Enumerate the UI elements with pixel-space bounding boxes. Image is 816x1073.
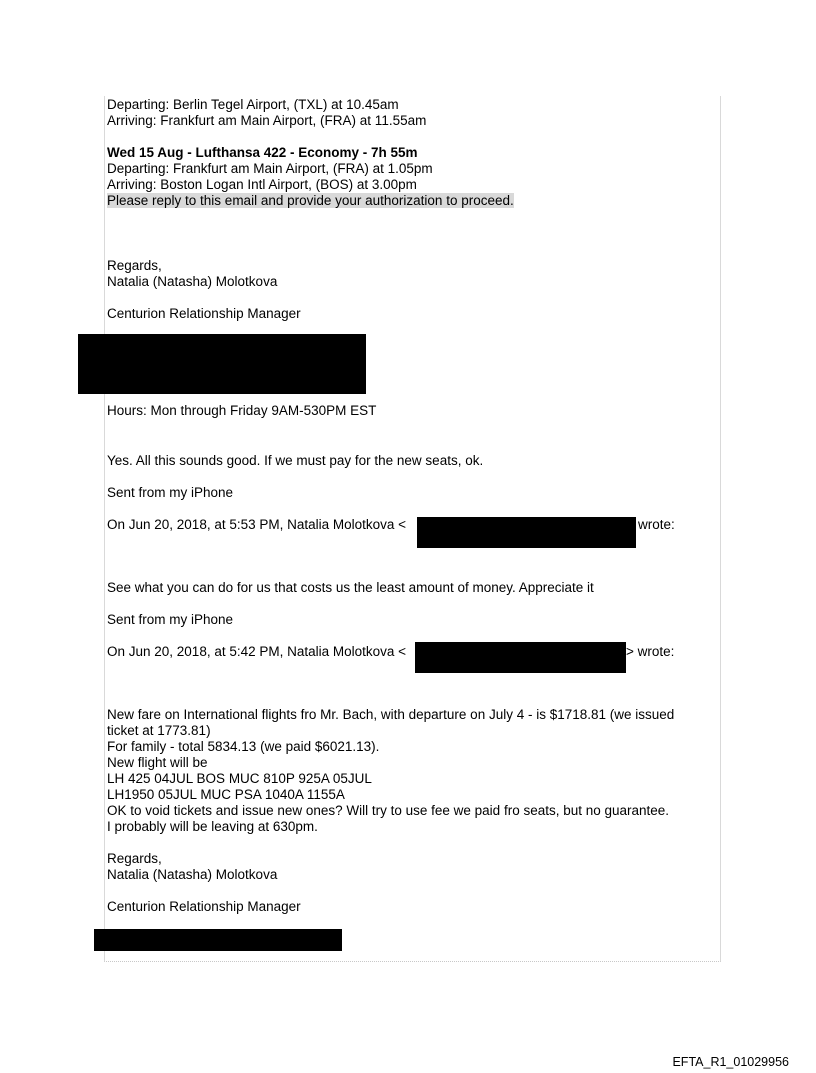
fare-line: OK to void tickets and issue new ones? Will try to use fee we paid fro seats, but no guarantee. (107, 803, 670, 818)
redaction-block (94, 929, 342, 951)
reply-body: See what you can do for us that costs us the least amount of money. Appreciate it (107, 580, 594, 595)
redaction-block (417, 517, 636, 548)
sent-from-line: Sent from my iPhone (107, 485, 234, 500)
quote-header: On Jun 20, 2018, at 5:53 PM, Natalia Molotkova < (107, 517, 407, 532)
flight-line: LH 425 04JUL BOS MUC 810P 925A 05JUL (107, 771, 372, 786)
bates-number: EFTA_R1_01029956 (672, 1055, 789, 1069)
redaction-block (415, 642, 626, 673)
reply-body: Yes. All this sounds good. If we must pay for the new seats, ok. (107, 453, 484, 468)
redaction-block (78, 334, 366, 394)
flight-line: LH1950 05JUL MUC PSA 1040A 1155A (107, 787, 345, 802)
departing-line: Departing: Frankfurt am Main Airport, (FRA) at 1.05pm (107, 161, 433, 176)
quote-header: On Jun 20, 2018, at 5:42 PM, Natalia Molotkova < (107, 644, 407, 659)
fare-line: New fare on International flights fro Mr. Bach, with departure on July 4 - is $1718.81 (we issued (107, 707, 675, 722)
arriving-line: Arriving: Boston Logan Intl Airport, (BOS) at 3.00pm (107, 177, 417, 192)
fare-line: I probably will be leaving at 630pm. (107, 819, 318, 834)
signature-title: Centurion Relationship Manager (107, 899, 301, 914)
signature-regards: Regards, (107, 851, 162, 866)
fare-line: New flight will be (107, 755, 208, 770)
signature-name: Natalia (Natasha) Molotkova (107, 867, 278, 882)
sent-from-line: Sent from my iPhone (107, 612, 234, 627)
fare-line: ticket at 1773.81) (107, 723, 211, 738)
office-hours: Hours: Mon through Friday 9AM-530PM EST (107, 403, 377, 418)
departing-line: Departing: Berlin Tegel Airport, (TXL) at 10.45am (107, 97, 399, 112)
quote-header-end: > wrote: (626, 644, 675, 659)
signature-title: Centurion Relationship Manager (107, 306, 301, 321)
signature-regards: Regards, (107, 258, 162, 273)
fare-line: For family - total 5834.13 (we paid $6021.13). (107, 739, 380, 754)
authorization-request: Please reply to this email and provide your authorization to proceed. (107, 193, 514, 208)
quote-header-end: wrote: (638, 517, 675, 532)
flight-heading: Wed 15 Aug - Lufthansa 422 - Economy - 7h 55m (107, 145, 418, 160)
arriving-line: Arriving: Frankfurt am Main Airport, (FRA) at 11.55am (107, 113, 427, 128)
signature-name: Natalia (Natasha) Molotkova (107, 274, 278, 289)
